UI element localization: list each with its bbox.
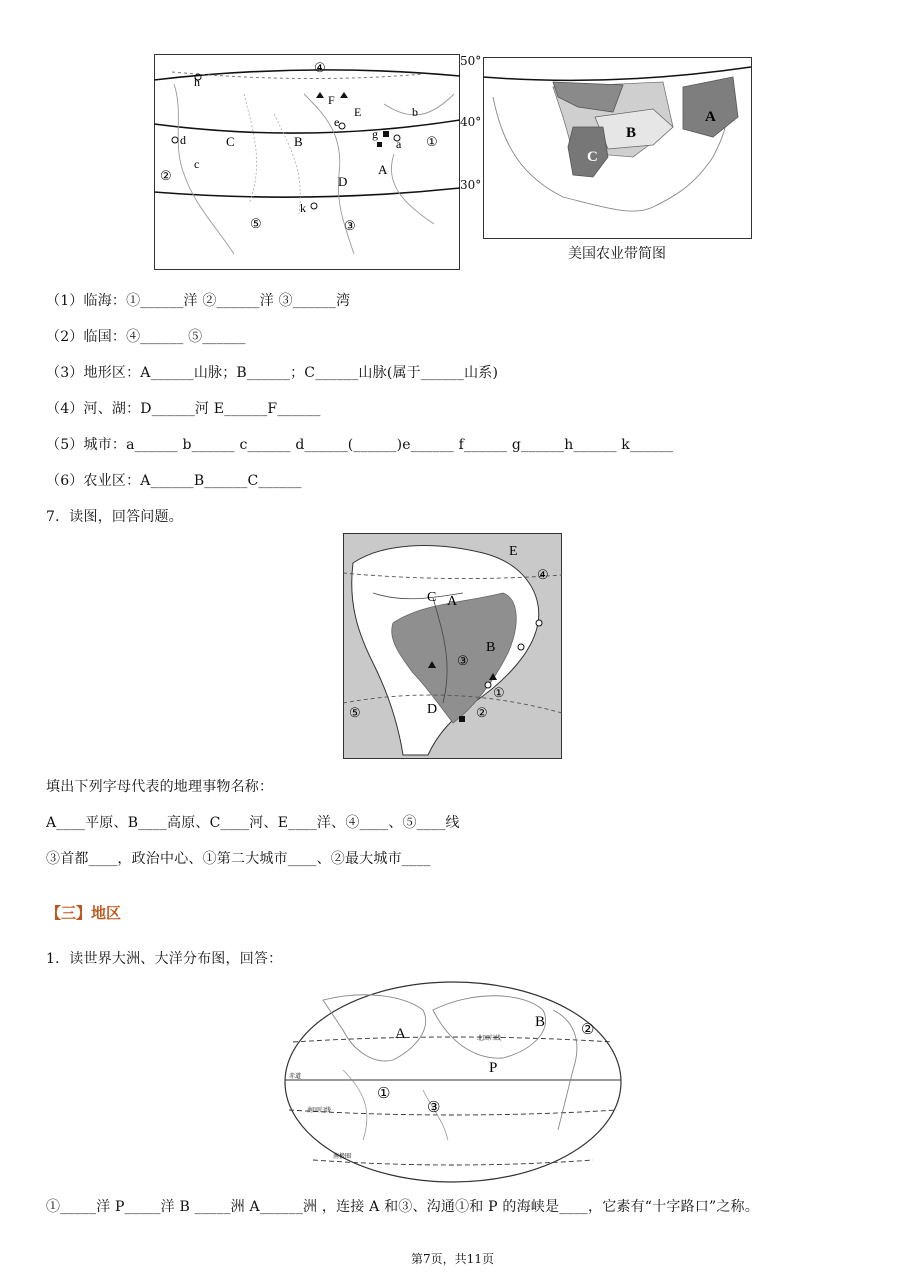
lat-label-30: 30° bbox=[460, 178, 482, 192]
brazil-label: ③ bbox=[457, 653, 469, 668]
brazil-label: D bbox=[427, 702, 438, 717]
brazil-label: C bbox=[427, 590, 437, 605]
world-label: ② bbox=[581, 1022, 595, 1038]
world-label: 南回归线 bbox=[307, 1108, 332, 1114]
usa-label: b bbox=[412, 105, 418, 119]
usa-label: e bbox=[334, 115, 340, 129]
usa-label: ④ bbox=[314, 60, 326, 75]
usa-label: ⑤ bbox=[250, 216, 262, 231]
world-label: A bbox=[395, 1026, 406, 1042]
q7-line-2: ③首都____，政治中心、①第二大城市____、②最大城市____ bbox=[46, 851, 431, 867]
usa-label: a bbox=[396, 137, 402, 151]
s3-q1-prompt: 1．读世界大洲、大洋分布图，回答： bbox=[46, 951, 283, 967]
usa-label: ② bbox=[160, 168, 172, 183]
usa-label: D bbox=[338, 174, 348, 189]
world-label: ① bbox=[377, 1086, 391, 1102]
agri-label-a: A bbox=[705, 109, 716, 125]
q6-line-4: （4）河、湖：D______河 E______F______ bbox=[46, 401, 321, 417]
usa-label: k bbox=[300, 201, 306, 215]
usa-label: g bbox=[372, 127, 378, 141]
usa-label: ③ bbox=[344, 218, 356, 233]
agri-map bbox=[483, 57, 752, 239]
usa-label: ① bbox=[426, 134, 438, 149]
s3-q1-answer: ①_____洋 P_____洋 B _____洲 A______洲 ，连接 A 和③、沟通①和 P 的海峡是____，它素有“十字路口”之称。 bbox=[46, 1199, 759, 1215]
page-footer: 第7页，共11页 bbox=[411, 1252, 494, 1266]
lat-label-40: 40° bbox=[460, 115, 482, 129]
brazil-label: ① bbox=[493, 685, 505, 700]
usa-label: d bbox=[180, 133, 186, 147]
world-label: B bbox=[535, 1014, 546, 1030]
agri-map-caption: 美国农业带简图 bbox=[568, 246, 666, 262]
brazil-label: ④ bbox=[537, 567, 549, 582]
world-label: 北回归线 bbox=[477, 1036, 502, 1042]
brazil-label: E bbox=[509, 544, 518, 559]
brazil-label: ⑤ bbox=[349, 705, 361, 720]
q6-line-3: （3）地形区：A______山脉；B______；C______山脉(属于______山系) bbox=[46, 365, 499, 381]
q6-line-1: （1）临海：①______洋 ②______洋 ③______湾 bbox=[46, 293, 351, 309]
usa-label: h bbox=[194, 75, 200, 89]
usa-label: A bbox=[378, 162, 388, 177]
world-label: 赤道 bbox=[289, 1074, 302, 1080]
usa-label: B bbox=[294, 134, 303, 149]
agri-label-b: B bbox=[626, 125, 637, 141]
usa-label: c bbox=[194, 157, 200, 171]
world-label: P bbox=[489, 1060, 498, 1076]
q7-fill-prompt: 填出下列字母代表的地理事物名称： bbox=[46, 779, 274, 795]
usa-map bbox=[154, 54, 460, 270]
usa-label: C bbox=[226, 134, 235, 149]
world-label: 南极圈 bbox=[333, 1154, 352, 1160]
q7-line-1: A____平原、B____高原、C____河、E____洋、④____、⑤____线 bbox=[46, 815, 460, 831]
section-title: 【三】地区 bbox=[46, 904, 122, 922]
brazil-label: A bbox=[447, 594, 458, 609]
q6-line-5: （5）城市：a______ b______ c______ d______(______)e______ f______ g______h______ k______ bbox=[46, 437, 674, 453]
brazil-label: ② bbox=[476, 705, 488, 720]
agri-label-c: C bbox=[587, 149, 598, 165]
usa-label: F bbox=[328, 93, 335, 107]
usa-label: E bbox=[354, 105, 362, 119]
lat-label-50: 50° bbox=[460, 54, 482, 68]
q6-line-6: （6）农业区：A______B______C______ bbox=[46, 473, 302, 489]
q7-prompt: 7．读图，回答问题。 bbox=[46, 509, 183, 525]
brazil-map bbox=[343, 533, 562, 759]
world-map bbox=[283, 980, 623, 1185]
brazil-label: B bbox=[486, 640, 496, 655]
q6-line-2: （2）临国：④______ ⑤______ bbox=[46, 329, 246, 345]
world-label: ③ bbox=[427, 1100, 441, 1116]
